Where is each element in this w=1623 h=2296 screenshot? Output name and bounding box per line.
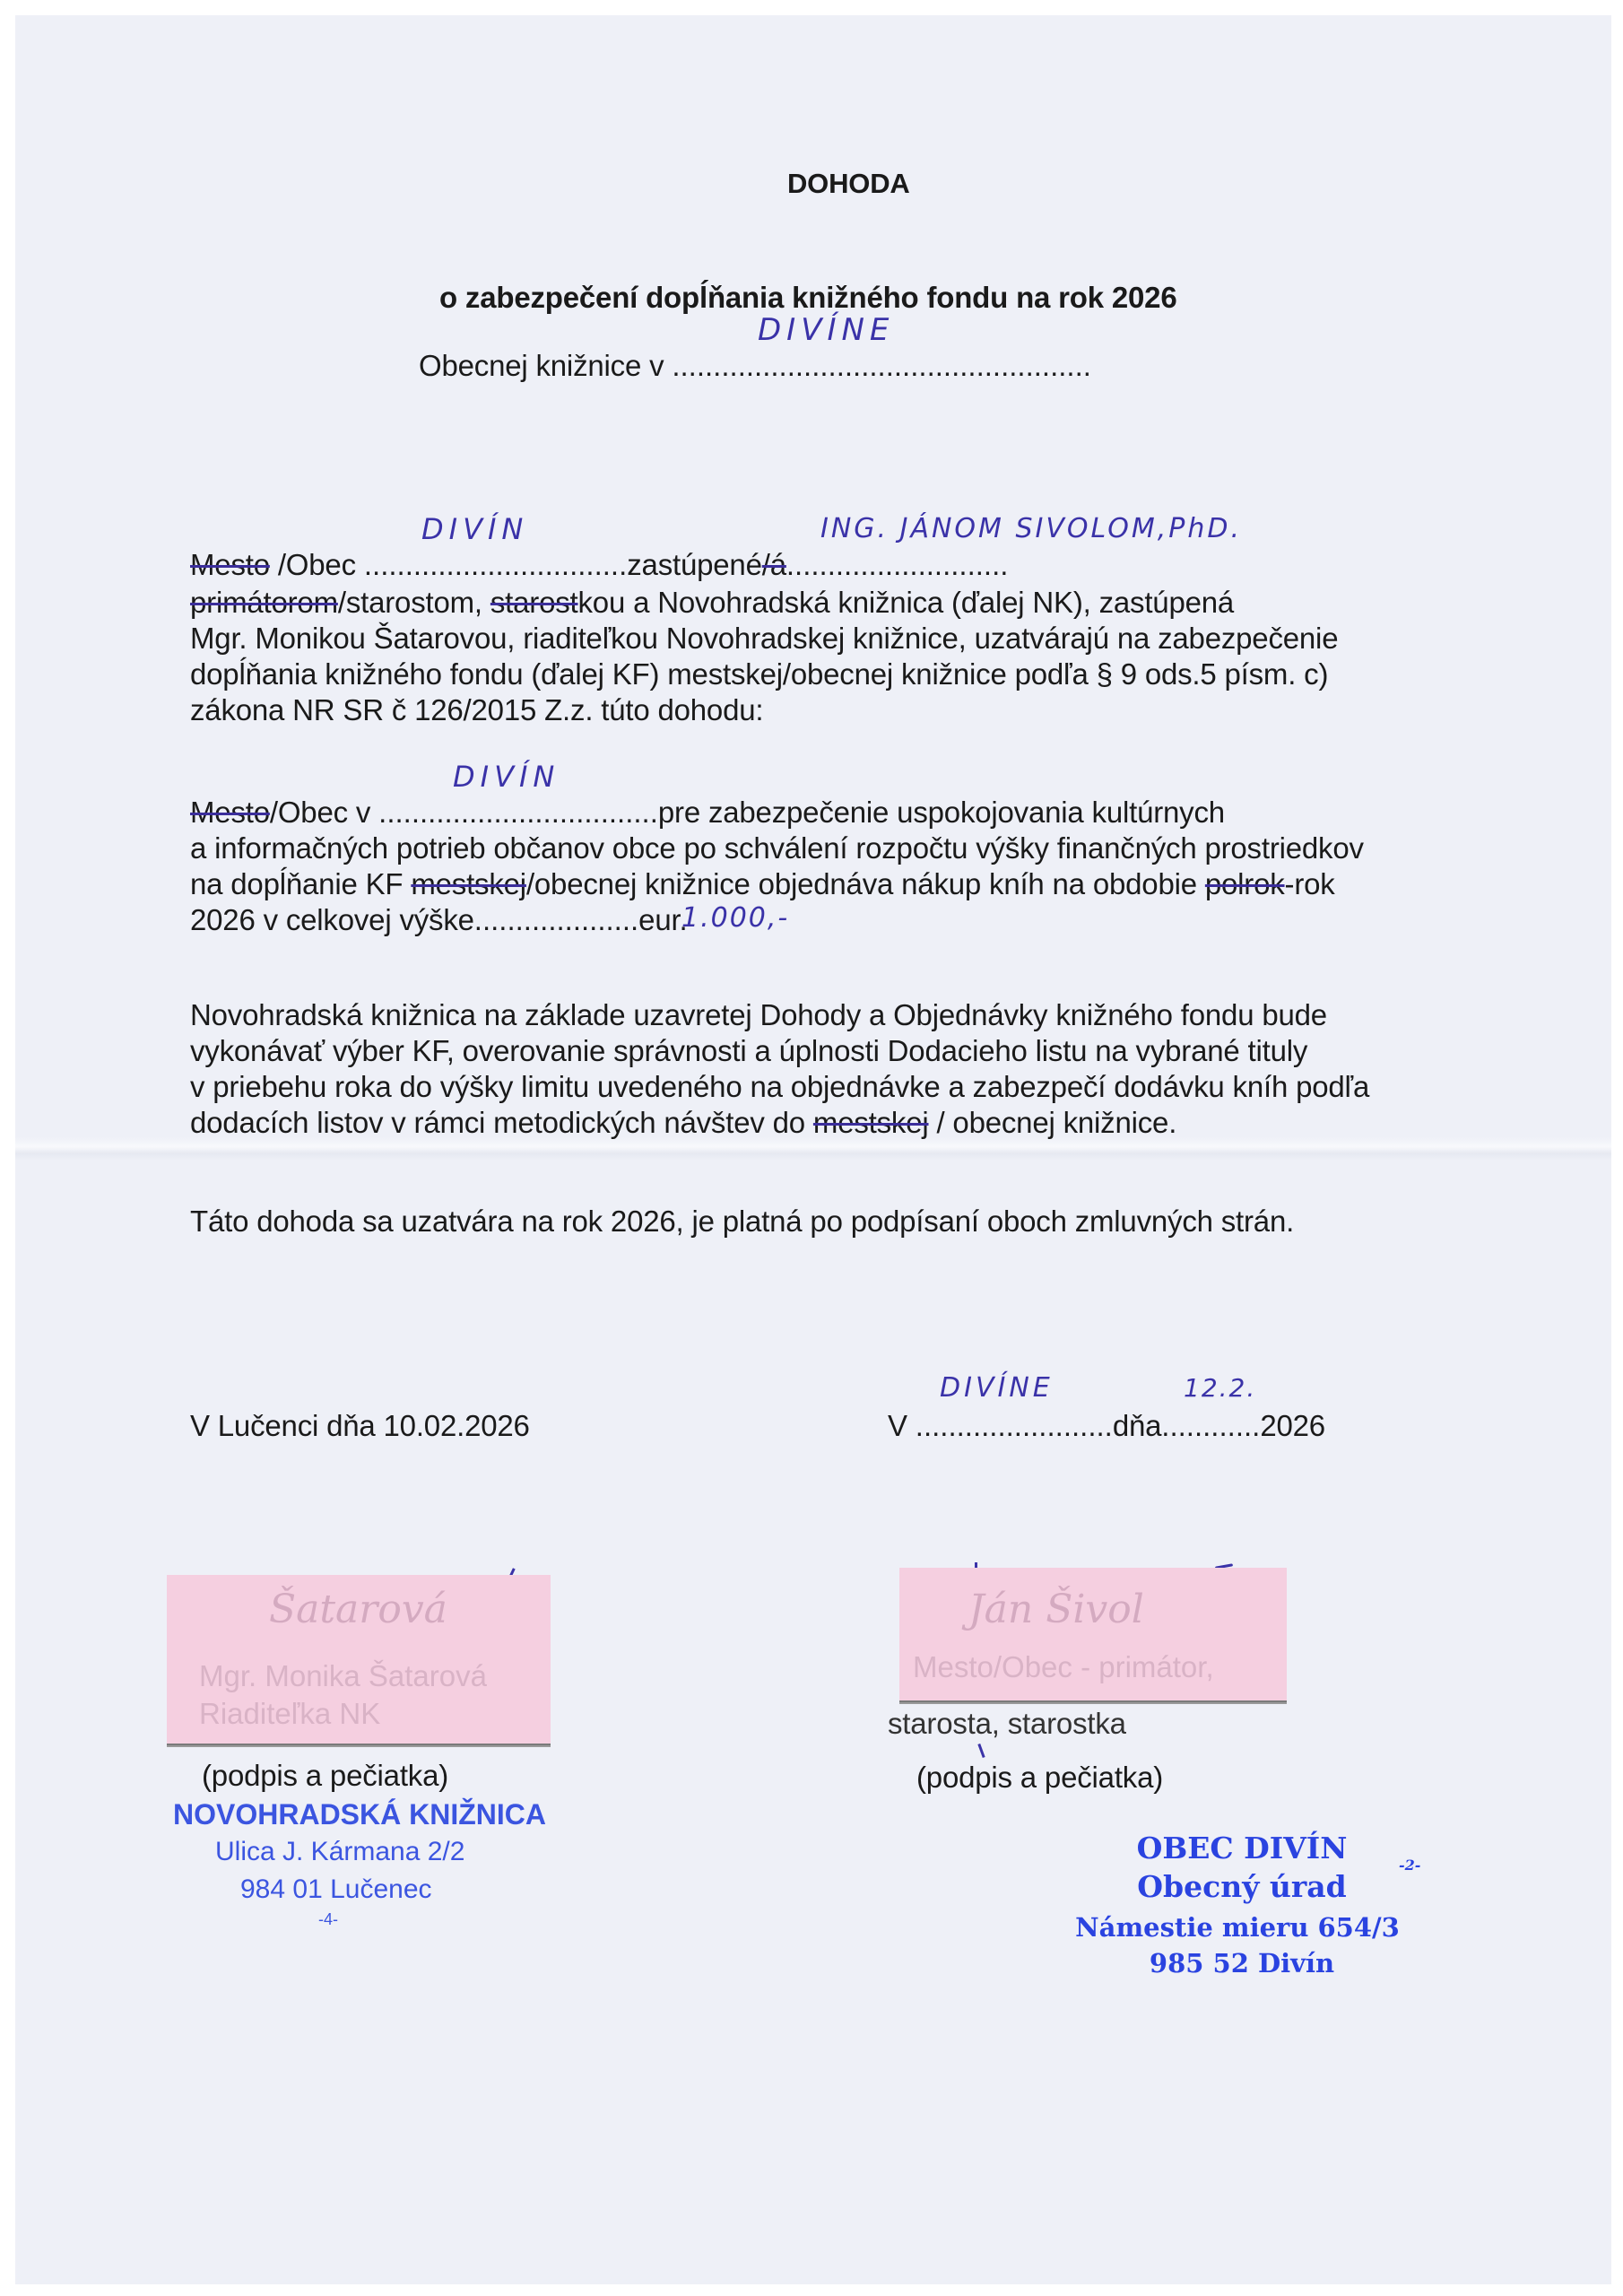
handwritten-library-town: DIVÍNE — [758, 312, 895, 348]
date-dots: ............ — [1161, 1409, 1261, 1442]
para2-line2: a informačných potrieb občanov obce po schválení rozpočtu výšky finančných prostriedkov — [190, 831, 1364, 865]
place-date-right — [888, 1408, 1325, 1444]
municipality-stamp-street: Námestie mieru 654/3 — [1075, 1912, 1400, 1943]
text: -rok — [1284, 867, 1335, 900]
text: dňa — [1112, 1409, 1162, 1442]
struck-word: primátorom — [190, 586, 338, 619]
ghost-signature-right: Ján Šivol — [968, 1587, 1144, 1632]
signature-caption-right: (podpis a pečiatka) — [916, 1761, 1164, 1794]
struck-word: polrok — [1204, 867, 1285, 900]
para1-line3: Mgr. Monikou Šatarovou, riaditeľkou Novohradskej knižnice, uzatvárajú na zabezpečenie — [190, 622, 1339, 655]
handwritten-sign-place: DIVÍNE — [940, 1372, 1054, 1404]
representative-dots: ........................... — [785, 548, 1009, 581]
handwritten-town: DIVÍN — [421, 512, 529, 546]
para3-line1: Novohradská knižnica na základe uzavretej Dohody a Objednávky knižného fondu bude — [190, 998, 1327, 1031]
municipality-stamp-name: OBEC DIVÍN — [1136, 1831, 1348, 1866]
municipality-stamp-office: Obecný úrad — [1137, 1869, 1347, 1904]
para2-line1 — [190, 795, 1225, 831]
text: na dopĺňanie KF — [190, 867, 412, 900]
text: /starostom, — [337, 586, 490, 619]
document-title: DOHODA — [787, 168, 910, 199]
struck-word: /á — [761, 548, 786, 581]
para1-line2 — [190, 585, 1234, 621]
para2-line3 — [190, 866, 1335, 902]
para3-line4 — [190, 1105, 1176, 1141]
document-subtitle: o zabezpečení dopĺňania knižného fondu na rok 2026 — [439, 281, 1177, 314]
struck-word: Mesto — [190, 796, 270, 829]
text: /Obec v — [269, 796, 379, 829]
text: /Obec — [269, 548, 364, 581]
text: V — [888, 1409, 916, 1442]
text: dodacích listov v rámci metodických návštev do — [190, 1106, 813, 1139]
handwritten-amount: 1.000,- — [681, 902, 790, 934]
town-dots: .................................. — [378, 796, 658, 829]
para2-line4 — [190, 902, 687, 938]
library-label: Obecnej knižnice v — [419, 349, 664, 382]
text: /obecnej knižnice objednáva nákup kníh na obdobie — [525, 867, 1205, 900]
para3-line3: v priebehu roka do výšky limitu uvedeného na objednávke a zabezpečí dodávku kníh podľa — [190, 1070, 1370, 1103]
text: / obecnej knižnice. — [928, 1106, 1177, 1139]
struck-word: starost — [490, 586, 578, 619]
town-dots: ................................ — [363, 548, 628, 581]
para4: Táto dohoda sa uzatvára na rok 2026, je platná po podpísaní oboch zmluvných strán. — [190, 1205, 1295, 1238]
handwritten-representative: ING. JÁNOM SIVOLOM,PhD. — [820, 513, 1243, 544]
library-dots: ................................................... — [672, 349, 1091, 382]
library-stamp-number: -4- — [318, 1910, 338, 1928]
ghost-signature-left: Šatarová — [269, 1587, 447, 1632]
para1-line1 — [190, 547, 1008, 583]
handwritten-town: DIVÍN — [453, 760, 560, 794]
struck-word: mestskej — [411, 867, 526, 900]
redacted-signatory-role-right: Mesto/Obec - primátor, — [913, 1650, 1214, 1683]
struck-word: mestskej — [812, 1106, 929, 1139]
handwritten-sign-date: 12.2. — [1184, 1373, 1257, 1403]
municipality-stamp-number: -2- — [1399, 1857, 1421, 1874]
text: kou a Novohradská knižnica (ďalej NK), zastúpená — [577, 586, 1235, 619]
para1-line4: dopĺňania knižného fondu (ďalej KF) mestskej/obecnej knižnice podľa § 9 ods.5 písm. c) — [190, 657, 1329, 691]
para1-line5: zákona NR SR č 126/2015 Z.z. túto dohodu: — [190, 693, 764, 726]
para3-line2: vykonávať výber KF, overovanie správnosti a úplnosti Dodacieho listu na vybrané tituly — [190, 1034, 1308, 1067]
signature-caption-left: (podpis a pečiatka) — [202, 1759, 449, 1792]
library-line — [419, 348, 1091, 384]
struck-word: Mesto — [190, 548, 270, 581]
redacted-signatory-role: Riaditeľka NK — [199, 1697, 381, 1730]
library-stamp-city: 984 01 Lučenec — [240, 1874, 432, 1904]
text: pre zabezpečenie uspokojovania kultúrnych — [657, 796, 1225, 829]
library-stamp-street: Ulica J. Kármana 2/2 — [215, 1837, 465, 1866]
text: 2026 v celkovej výške — [190, 903, 474, 936]
text: 2026 — [1260, 1409, 1325, 1442]
text: eur. — [638, 903, 688, 936]
signatory-role-line2: starosta, starostka — [888, 1707, 1126, 1740]
place-date-left: V Lučenci dňa 10.02.2026 — [190, 1409, 530, 1442]
municipality-stamp-city: 985 52 Divín — [1149, 1948, 1335, 1979]
redacted-signatory-name: Mgr. Monika Šatarová — [199, 1659, 487, 1692]
amount-dots: .................... — [473, 903, 639, 936]
text: zastúpené — [627, 548, 762, 581]
place-dots: ........................ — [915, 1409, 1113, 1442]
library-stamp-name: NOVOHRADSKÁ KNIŽNICA — [173, 1798, 546, 1831]
